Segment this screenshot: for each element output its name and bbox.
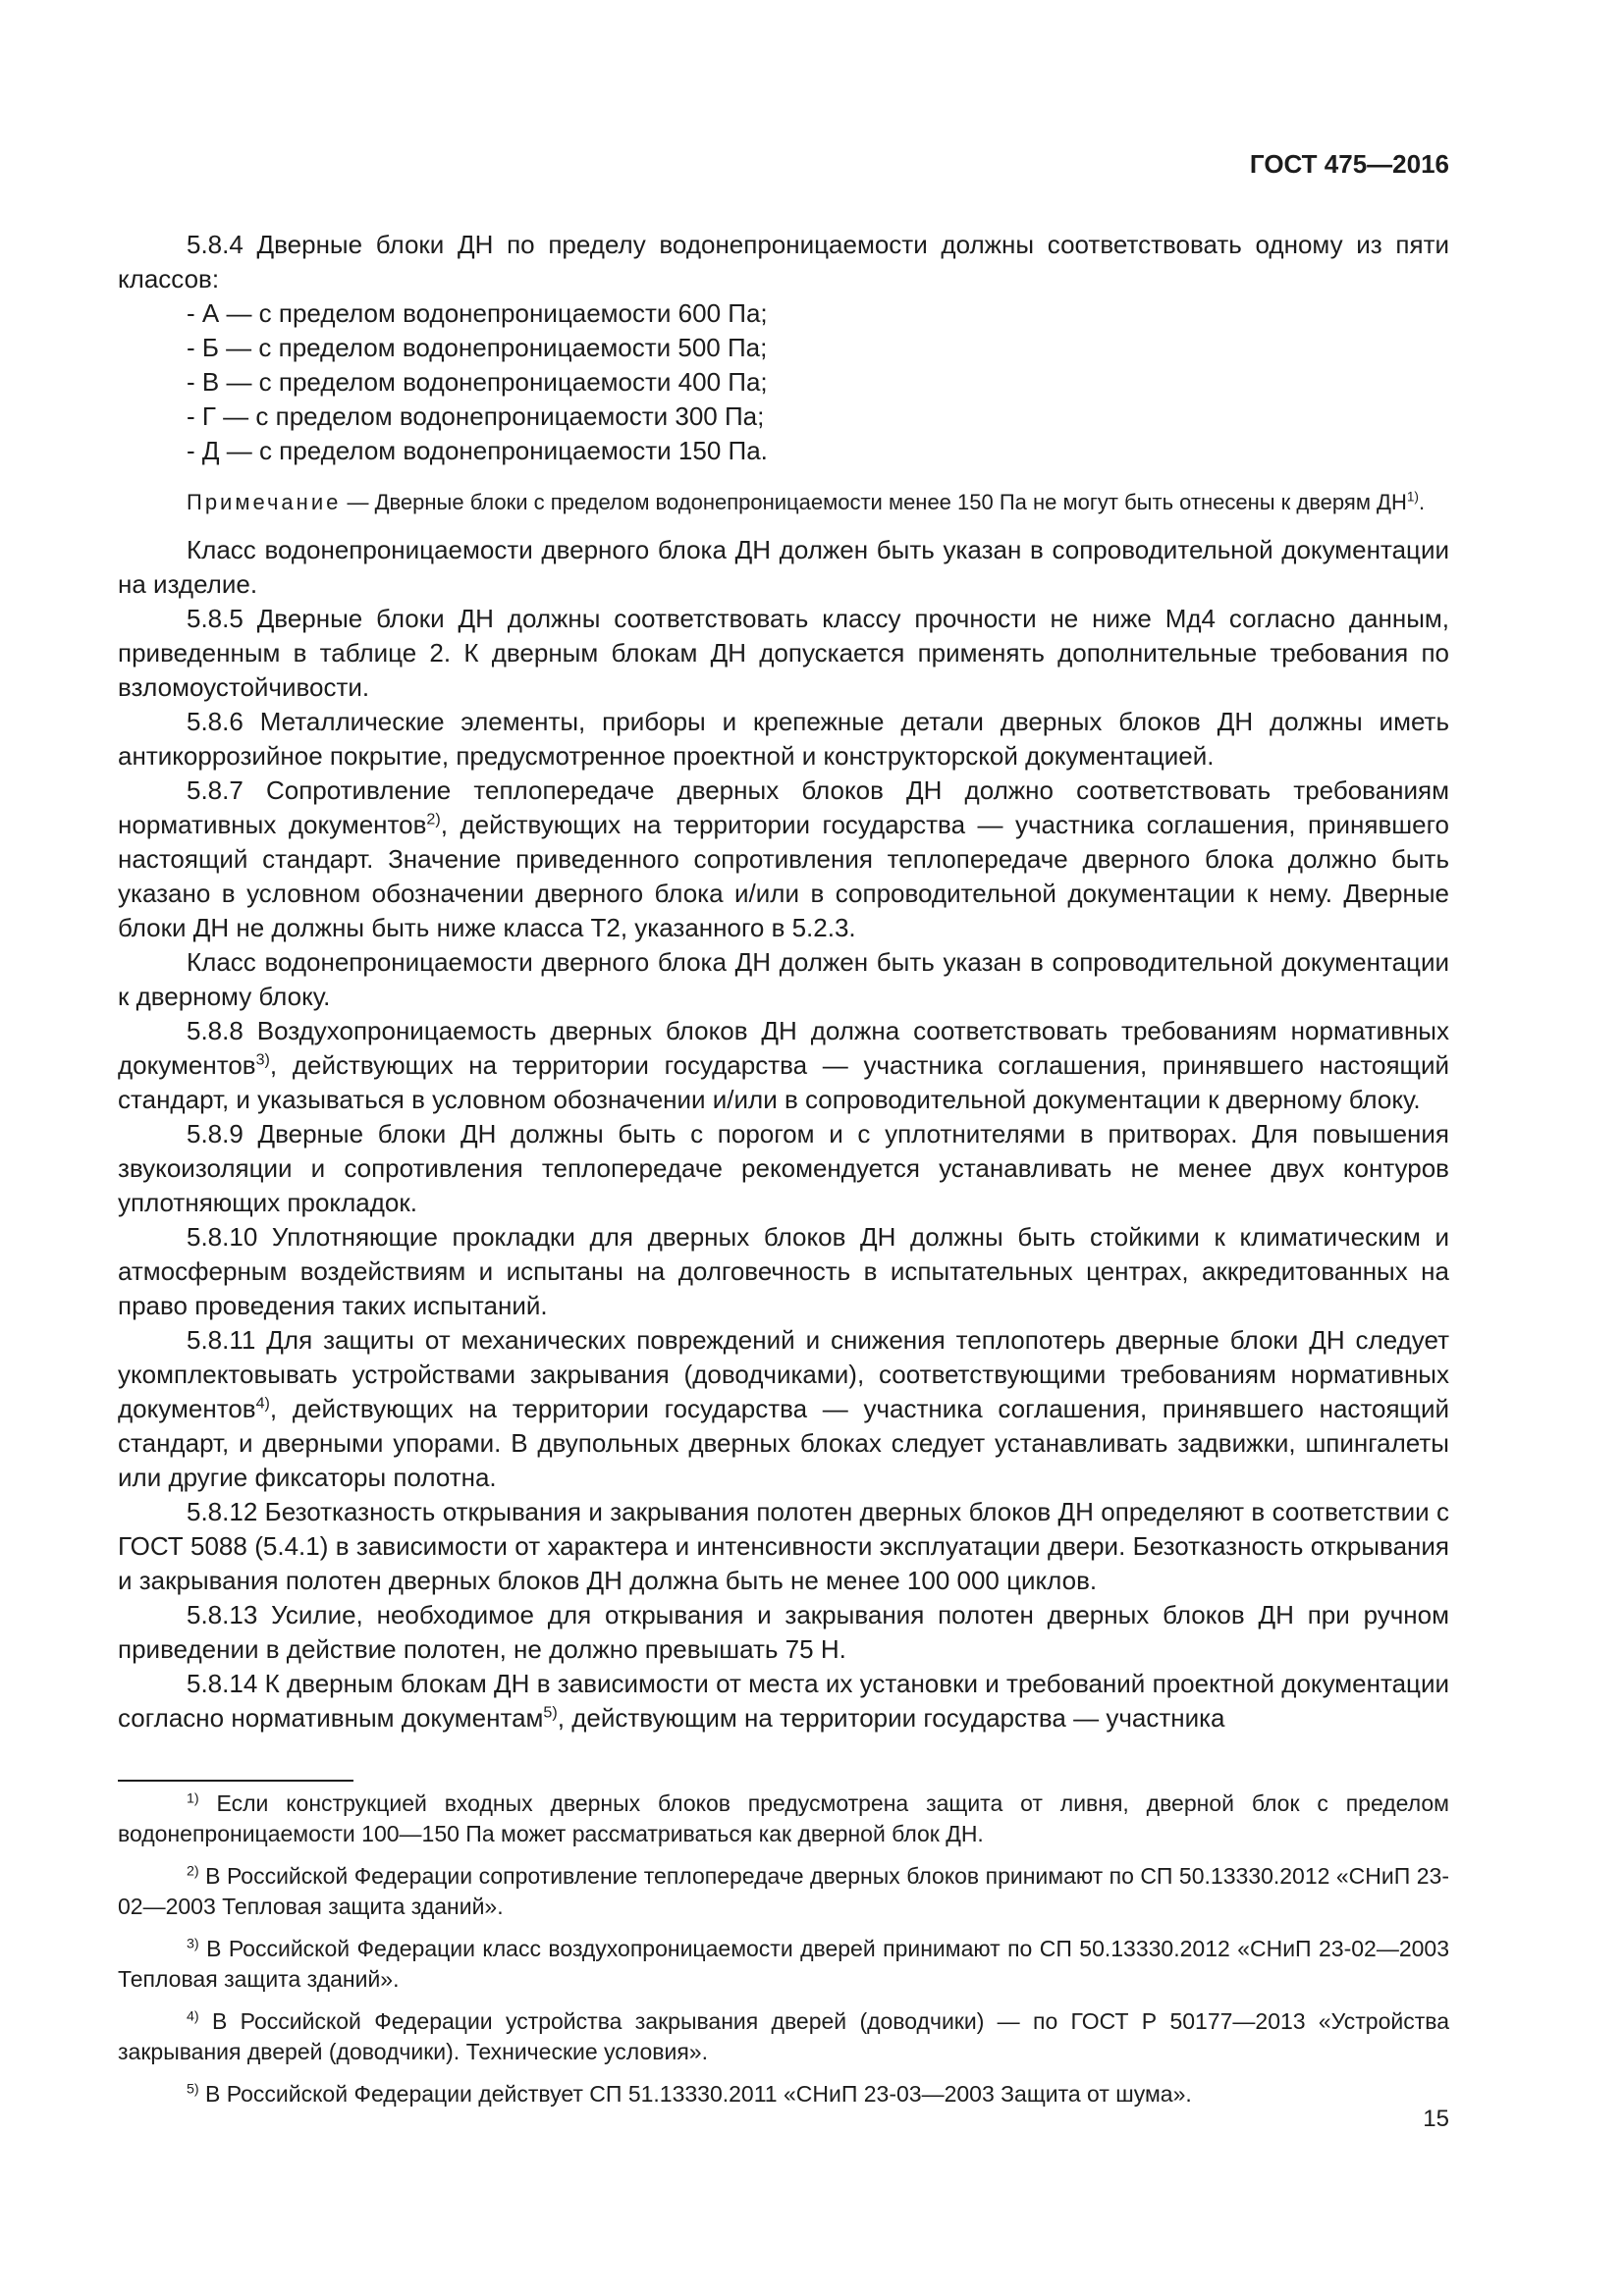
- footnote-text: В Российской Федерации устройства закрывания дверей (доводчики) — по ГОСТ Р 50177—2013 «Устройства закрывания дверей (доводчики). Технические условия».: [118, 2008, 1449, 2064]
- footnote-mark: 2): [187, 1863, 199, 1880]
- clause-text: , действующих на территории государства — участника соглашения, принявшего настоящий стандарт, и дверными упорами. В двупольных дверных блоках следует устанавливать задвижки, шпингалеты или другие фиксаторы полотна.: [118, 1394, 1449, 1492]
- clause-5-8-7: [118, 774, 1449, 945]
- footnote-divider: [118, 1780, 353, 1782]
- footnote: [118, 1934, 1449, 1995]
- footnote-ref: 1): [1406, 489, 1419, 505]
- footnote-ref: 2): [426, 810, 441, 828]
- clause-text: , действующих на территории государства — участника соглашения, принявшего настоящий стандарт. Значение приведенного сопротивления теплопередаче дверного блока должно быть указано в условном обозначении дверного блока и/или в сопроводительной документации к нему. Дверные блоки ДН не должны быть ниже класса Т2, указанного в 5.2.3.: [118, 810, 1449, 942]
- clause-text: 5.8.14 К дверным блокам ДН в зависимости от места их установки и требований проектной документации согласно нормативным документам: [118, 1669, 1449, 1733]
- note-text: — Дверные блоки с пределом водонепроницаемости менее 150 Па не могут быть отнесены к дверям ДН: [341, 490, 1407, 514]
- footnote: [118, 1789, 1449, 1849]
- footnote-text: Если конструкцией входных дверных блоков предусмотрена защита от ливня, дверной блок с пределом водонепроницаемости 100—150 Па может рассматриваться как дверной блок ДН.: [118, 1790, 1449, 1846]
- note-block: [118, 488, 1449, 517]
- document-body: [118, 228, 1449, 1735]
- paragraph-class-note-b: Класс водонепроницаемости дверного блока ДН должен быть указан в сопроводительной документации к дверному блоку.: [118, 947, 1449, 1011]
- list-item: - Г — с пределом водонепроницаемости 300 Па;: [187, 401, 765, 431]
- clause-text: , действующих на территории государства — участника соглашения, принявшего настоящий стандарт, и указываться в условном обозначении и/или в сопроводительной документации к дверному блоку.: [118, 1050, 1449, 1114]
- footnote-mark: 3): [187, 1936, 199, 1952]
- footnote-text: В Российской Федерации действует СП 51.13330.2011 «СНиП 23-03—2003 Защита от шума».: [198, 2081, 1192, 2107]
- list-item: - Б — с пределом водонепроницаемости 500 Па;: [187, 333, 768, 362]
- note-label: Примечание: [187, 490, 342, 514]
- footnote: [118, 2079, 1449, 2109]
- clause-text: 5.8.11 Для защиты от механических повреждений и снижения теплопотерь дверные блоки ДН следует укомплектовывать устройствами закрывания (доводчиками), соответствующими требованиям нормативных документов: [118, 1325, 1449, 1423]
- footnote-mark: 1): [187, 1790, 199, 1807]
- footnote-text: В Российской Федерации класс воздухопроницаемости дверей принимают по СП 50.13330.2012 «СНиП 23-02—2003 Тепловая защита зданий».: [118, 1936, 1449, 1992]
- clause-5-8-5: 5.8.5 Дверные блоки ДН должны соответствовать классу прочности не ниже Мд4 согласно данным, приведенным в таблице 2. К дверным блокам ДН допускается применять дополнительные требования по взломоустойчивости.: [118, 604, 1449, 702]
- clause-5-8-9: 5.8.9 Дверные блоки ДН должны быть с порогом и с уплотнителями в притворах. Для повышения звукоизоляции и сопротивления теплопередаче рекомендуется устанавливать не менее двух контуров уплотняющих прокладок.: [118, 1119, 1449, 1217]
- list-item: - В — с пределом водонепроницаемости 400 Па;: [187, 367, 768, 397]
- water-class-list: [118, 296, 1449, 468]
- page-number: 15: [1423, 2106, 1449, 2132]
- footnote-ref: 4): [255, 1394, 270, 1413]
- clause-5-8-13: 5.8.13 Усилие, необходимое для открывания и закрывания полотен дверных блоков ДН при ручном приведении в действие полотен, не должно превышать 75 Н.: [118, 1600, 1449, 1664]
- clause-5-8-8: [118, 1014, 1449, 1117]
- clause-5-8-4-intro: 5.8.4 Дверные блоки ДН по пределу водонепроницаемости должны соответствовать одному из пяти классов:: [118, 230, 1449, 294]
- clause-5-8-14: [118, 1667, 1449, 1735]
- clause-5-8-11: [118, 1323, 1449, 1495]
- clause-text: , действующим на территории государства — участника: [557, 1703, 1225, 1733]
- note-tail: .: [1418, 490, 1426, 514]
- clause-5-8-10: 5.8.10 Уплотняющие прокладки для дверных блоков ДН должны быть стойкими к климатическим и атмосферным воздействиям и испытаны на долговечность в испытательных центрах, аккредитованных на право проведения таких испытаний.: [118, 1222, 1449, 1320]
- clause-5-8-6: 5.8.6 Металлические элементы, приборы и крепежные детали дверных блоков ДН должны иметь антикоррозийное покрытие, предусмотренное проектной и конструкторской документацией.: [118, 707, 1449, 771]
- footnote-text: В Российской Федерации сопротивление теплопередаче дверных блоков принимают по СП 50.13330.2012 «СНиП 23-02—2003 Тепловая защита зданий».: [118, 1863, 1449, 1919]
- clause-5-8-12: 5.8.12 Безотказность открывания и закрывания полотен дверных блоков ДН определяют в соответствии с ГОСТ 5088 (5.4.1) в зависимости от характера и интенсивности эксплуатации двери. Безотказность открывания и закрывания полотен дверных блоков ДН должна быть не менее 100 000 циклов.: [118, 1497, 1449, 1595]
- footnote-mark: 4): [187, 2008, 199, 2025]
- list-item: - А — с пределом водонепроницаемости 600 Па;: [187, 298, 768, 328]
- clause-text: 5.8.8 Воздухопроницаемость дверных блоков ДН должна соответствовать требованиям нормативных документов: [118, 1016, 1449, 1080]
- paragraph-class-note-a: Класс водонепроницаемости дверного блока ДН должен быть указан в сопроводительной документации на изделие.: [118, 535, 1449, 599]
- footnotes: [118, 1789, 1449, 2121]
- clause-text: 5.8.7 Сопротивление теплопередаче дверных блоков ДН должно соответствовать требованиям нормативных документов: [118, 775, 1449, 839]
- footnote: [118, 2006, 1449, 2067]
- footnote-mark: 5): [187, 2081, 199, 2098]
- footnote: [118, 1861, 1449, 1922]
- footnote-ref: 3): [255, 1050, 270, 1069]
- footnote-ref: 5): [543, 1703, 558, 1722]
- document-header: ГОСТ 475—2016: [1249, 149, 1449, 179]
- list-item: - Д — с пределом водонепроницаемости 150 Па.: [187, 436, 768, 465]
